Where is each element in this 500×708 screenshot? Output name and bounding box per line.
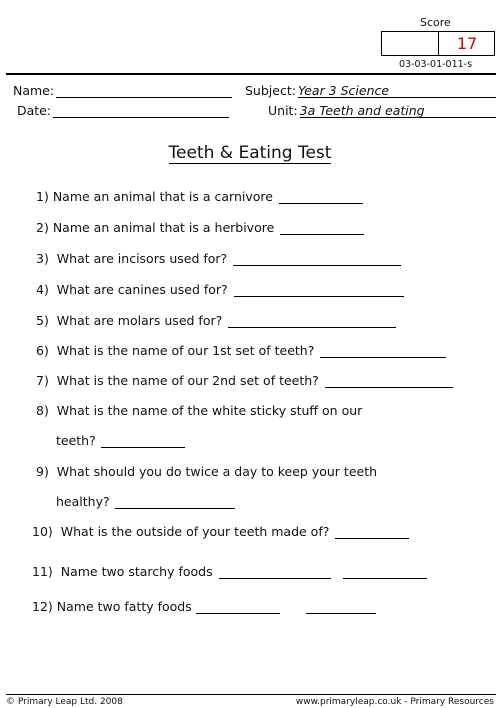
score-label: Score <box>420 16 451 29</box>
answer-line-11a[interactable] <box>219 566 331 579</box>
unit-field <box>268 103 496 118</box>
question-7: 7) What is the name of our 2nd set of teeth? <box>36 373 453 388</box>
worksheet-code: 03-03-01-011-s <box>399 59 473 70</box>
question-8-continued: teeth? <box>56 433 185 448</box>
name-line[interactable] <box>56 84 232 98</box>
subject-label: Subject: <box>245 83 296 98</box>
footer-divider <box>6 694 496 695</box>
answer-line-1[interactable] <box>279 191 363 204</box>
question-2: 2) Name an animal that is a herbivore <box>36 220 364 235</box>
question-10: 10) What is the outside of your teeth made of? <box>32 524 409 539</box>
subject-field <box>245 83 496 98</box>
unit-value: 3a Teeth and eating <box>300 104 496 118</box>
question-9-continued: healthy? <box>56 494 235 509</box>
answer-line-5[interactable] <box>228 315 396 328</box>
question-11: 11) Name two starchy foods <box>32 564 427 579</box>
question-9: 9) What should you do twice a day to keep your teeth <box>36 464 378 479</box>
subject-value: Year 3 Science <box>298 84 496 98</box>
date-field <box>17 103 229 118</box>
question-6: 6) What is the name of our 1st set of teeth? <box>36 343 446 358</box>
question-5: 5) What are molars used for? <box>36 313 396 328</box>
score-box <box>381 31 495 56</box>
question-12: 12) Name two fatty foods <box>32 599 376 614</box>
date-label: Date: <box>17 103 52 118</box>
header-divider <box>6 73 496 75</box>
answer-line-12b[interactable] <box>306 601 376 614</box>
page-title: Teeth & Eating Test <box>168 143 332 163</box>
answer-line-10[interactable] <box>335 526 409 539</box>
question-1: 1) Name an animal that is a carnivore <box>36 189 363 204</box>
score-value: 17 <box>456 34 478 53</box>
answer-line-7[interactable] <box>325 375 453 388</box>
answer-line-2[interactable] <box>280 222 364 235</box>
question-3: 3) What are incisors used for? <box>36 251 401 266</box>
answer-line-11b[interactable] <box>343 566 427 579</box>
footer-copyright: © Primary Leap Ltd. 2008 <box>6 697 123 707</box>
footer-website: www.primaryleap.co.uk - Primary Resources <box>295 697 494 707</box>
answer-line-8[interactable] <box>101 435 185 448</box>
name-label: Name: <box>13 83 55 98</box>
answer-line-3[interactable] <box>233 253 401 266</box>
question-4: 4) What are canines used for? <box>36 282 404 297</box>
answer-line-9[interactable] <box>115 496 235 509</box>
date-line[interactable] <box>53 104 229 118</box>
answer-line-6[interactable] <box>320 345 446 358</box>
answer-line-12a[interactable] <box>196 601 280 614</box>
question-8: 8) What is the name of the white sticky stuff on our <box>36 403 363 418</box>
name-field <box>13 83 232 98</box>
answer-line-4[interactable] <box>234 284 404 297</box>
unit-label: Unit: <box>268 103 298 118</box>
